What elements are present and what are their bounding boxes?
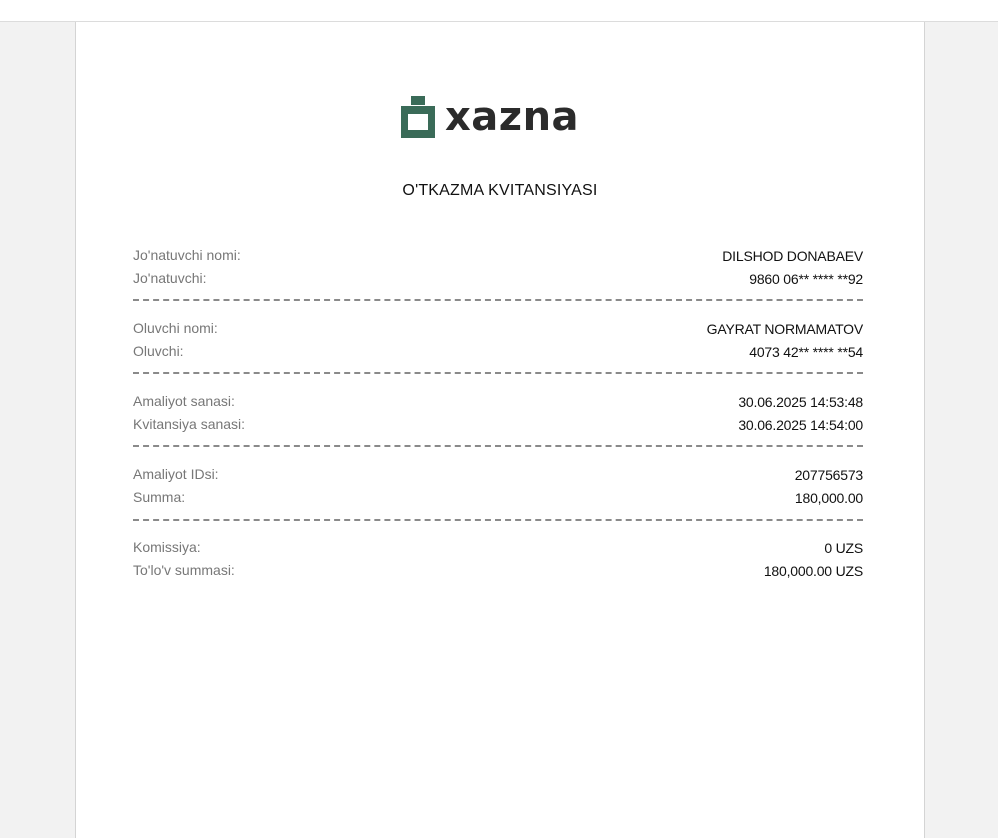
operation-id-row [133,465,863,488]
brand-logo [401,96,579,138]
commission-value: 0 UZS [824,540,863,556]
receipt-date-row [133,415,863,438]
payment-total-value: 180,000.00 UZS [763,563,863,579]
operation-id-value: 207756573 [794,467,863,483]
sender-section [133,246,863,292]
sender-name-label: Jo'natuvchi nomi: [133,247,241,263]
operation-date-value: 30.06.2025 14:53:48 [738,394,863,410]
commission-label: Komissiya: [133,539,201,555]
dates-section [133,392,863,438]
receiver-card-label: Oluvchi: [133,343,184,359]
receiver-name-value: GAYRAT NORMAMATOV [706,321,863,337]
operation-id-label: Amaliyot IDsi: [133,466,219,482]
receiver-name-label: Oluvchi nomi: [133,320,218,336]
commission-row [133,538,863,561]
operation-date-row [133,392,863,415]
sender-card-row [133,269,863,292]
payment-total-row [133,561,863,584]
shopping-bag-icon [401,96,435,138]
receiver-card-value: 4073 42** **** **54 [749,344,863,360]
total-section [133,538,863,584]
operation-date-label: Amaliyot sanasi: [133,393,235,409]
section-divider [133,299,863,301]
receipt-date-label: Kvitansiya sanasi: [133,416,246,432]
sender-name-row [133,246,863,269]
section-divider [133,519,863,521]
amount-section [133,465,863,511]
receipt-title: O'TKAZMA KVITANSIYASI [402,182,598,199]
receiver-card-row [133,342,863,365]
receipt-page [75,22,925,838]
sender-card-label: Jo'natuvchi: [133,270,207,286]
sender-card-value: 9860 06** **** **92 [749,271,863,287]
viewer-top-bar [0,0,998,22]
section-divider [133,445,863,447]
sender-name-value: DILSHOD DONABAEV [722,248,863,264]
sum-row [133,488,863,511]
payment-total-label: To'lo'v summasi: [133,562,235,578]
receiver-section [133,319,863,365]
receiver-name-row [133,319,863,342]
sum-value: 180,000.00 [794,490,863,506]
section-divider [133,372,863,374]
brand-name: xazna [445,94,580,140]
receipt-date-value: 30.06.2025 14:54:00 [738,417,863,433]
sum-label: Summa: [133,489,186,505]
